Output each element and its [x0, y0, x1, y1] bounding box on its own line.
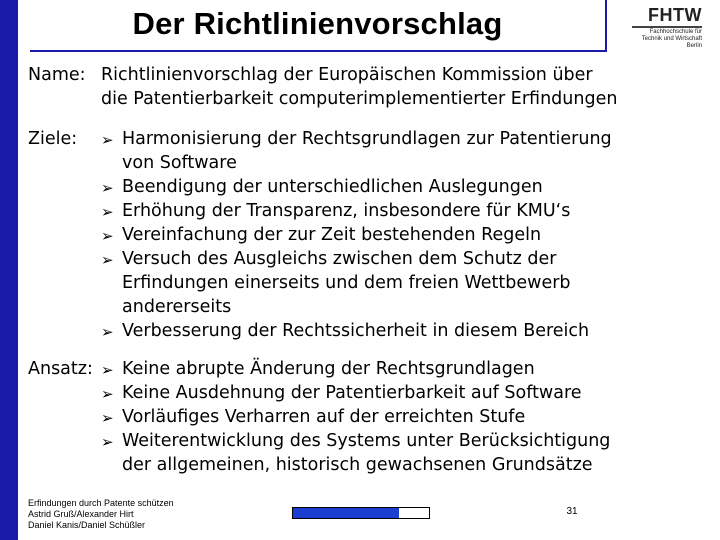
slide-title: Der Richtlinienvorschlag — [132, 6, 503, 41]
logo-divider — [632, 26, 702, 28]
bullet-arrow-icon: ➢ — [101, 361, 114, 379]
ansatz-item: Keine abrupte Änderung der Rechtsgrundlagen — [122, 359, 535, 379]
ziele-item: Vereinfachung der zur Zeit bestehenden Regeln — [122, 225, 542, 245]
title-box — [30, 0, 607, 52]
ziele-item-continuation: Erfindungen einerseits und dem freien Wettbewerb — [122, 273, 571, 293]
fhtw-logo — [614, 5, 704, 53]
bullet-arrow-icon: ➢ — [101, 227, 114, 245]
bullet-arrow-icon: ➢ — [101, 251, 114, 269]
bullet-arrow-icon: ➢ — [101, 433, 114, 451]
ansatz-label: Ansatz: — [28, 359, 93, 379]
ziele-label: Ziele: — [28, 129, 78, 149]
name-line: die Patentierbarkeit computerimplementierter Erfindungen — [101, 89, 618, 109]
ziele-item-continuation: von Software — [122, 153, 237, 173]
logo-sub-line: Fachhochschule für — [649, 29, 702, 35]
logo-subtitle — [614, 29, 702, 50]
logo-name: FHTW — [648, 5, 702, 25]
footer-credits — [28, 498, 174, 531]
footer-line: Erfindungen durch Patente schützen — [28, 498, 174, 508]
name-label: Name: — [28, 65, 86, 85]
logo-sub-line: Technik und Wirtschaft — [641, 36, 702, 42]
ansatz-item: Vorläufiges Verharren auf der erreichten Stufe — [122, 407, 526, 427]
footer-line: Daniel Kanis/Daniel Schüßler — [28, 520, 146, 530]
slide-progress-bar — [292, 507, 430, 519]
footer-line: Astrid Gruß/Alexander Hirt — [28, 509, 134, 519]
ziele-item: Verbesserung der Rechtssicherheit in diesem Bereich — [122, 321, 590, 341]
bullet-arrow-icon: ➢ — [101, 179, 114, 197]
left-accent-bar — [0, 0, 18, 540]
ansatz-item: Keine Ausdehnung der Patentierbarkeit auf Software — [122, 383, 582, 403]
ziele-item: Erhöhung der Transparenz, insbesondere für KMU‘s — [122, 201, 571, 221]
ziele-item: Versuch des Ausgleichs zwischen dem Schutz der — [122, 249, 557, 269]
ziele-item-continuation: andererseits — [122, 297, 232, 317]
name-line: Richtlinienvorschlag der Europäischen Kommission über — [101, 65, 593, 85]
bullet-arrow-icon: ➢ — [101, 323, 114, 341]
bullet-arrow-icon: ➢ — [101, 131, 114, 149]
ziele-item: Beendigung der unterschiedlichen Auslegungen — [122, 177, 543, 197]
ansatz-item: Weiterentwicklung des Systems unter Berücksichtigung — [122, 431, 611, 451]
bullet-arrow-icon: ➢ — [101, 409, 114, 427]
logo-sub-line: Berlin — [686, 43, 702, 49]
ansatz-item-continuation: der allgemeinen, historisch gewachsenen Grundsätze — [122, 455, 593, 475]
ziele-item: Harmonisierung der Rechtsgrundlagen zur Patentierung — [122, 129, 612, 149]
bullet-arrow-icon: ➢ — [101, 385, 114, 403]
slide-progress-fill — [293, 508, 399, 518]
bullet-arrow-icon: ➢ — [101, 203, 114, 221]
page-number: 31 — [566, 506, 578, 517]
